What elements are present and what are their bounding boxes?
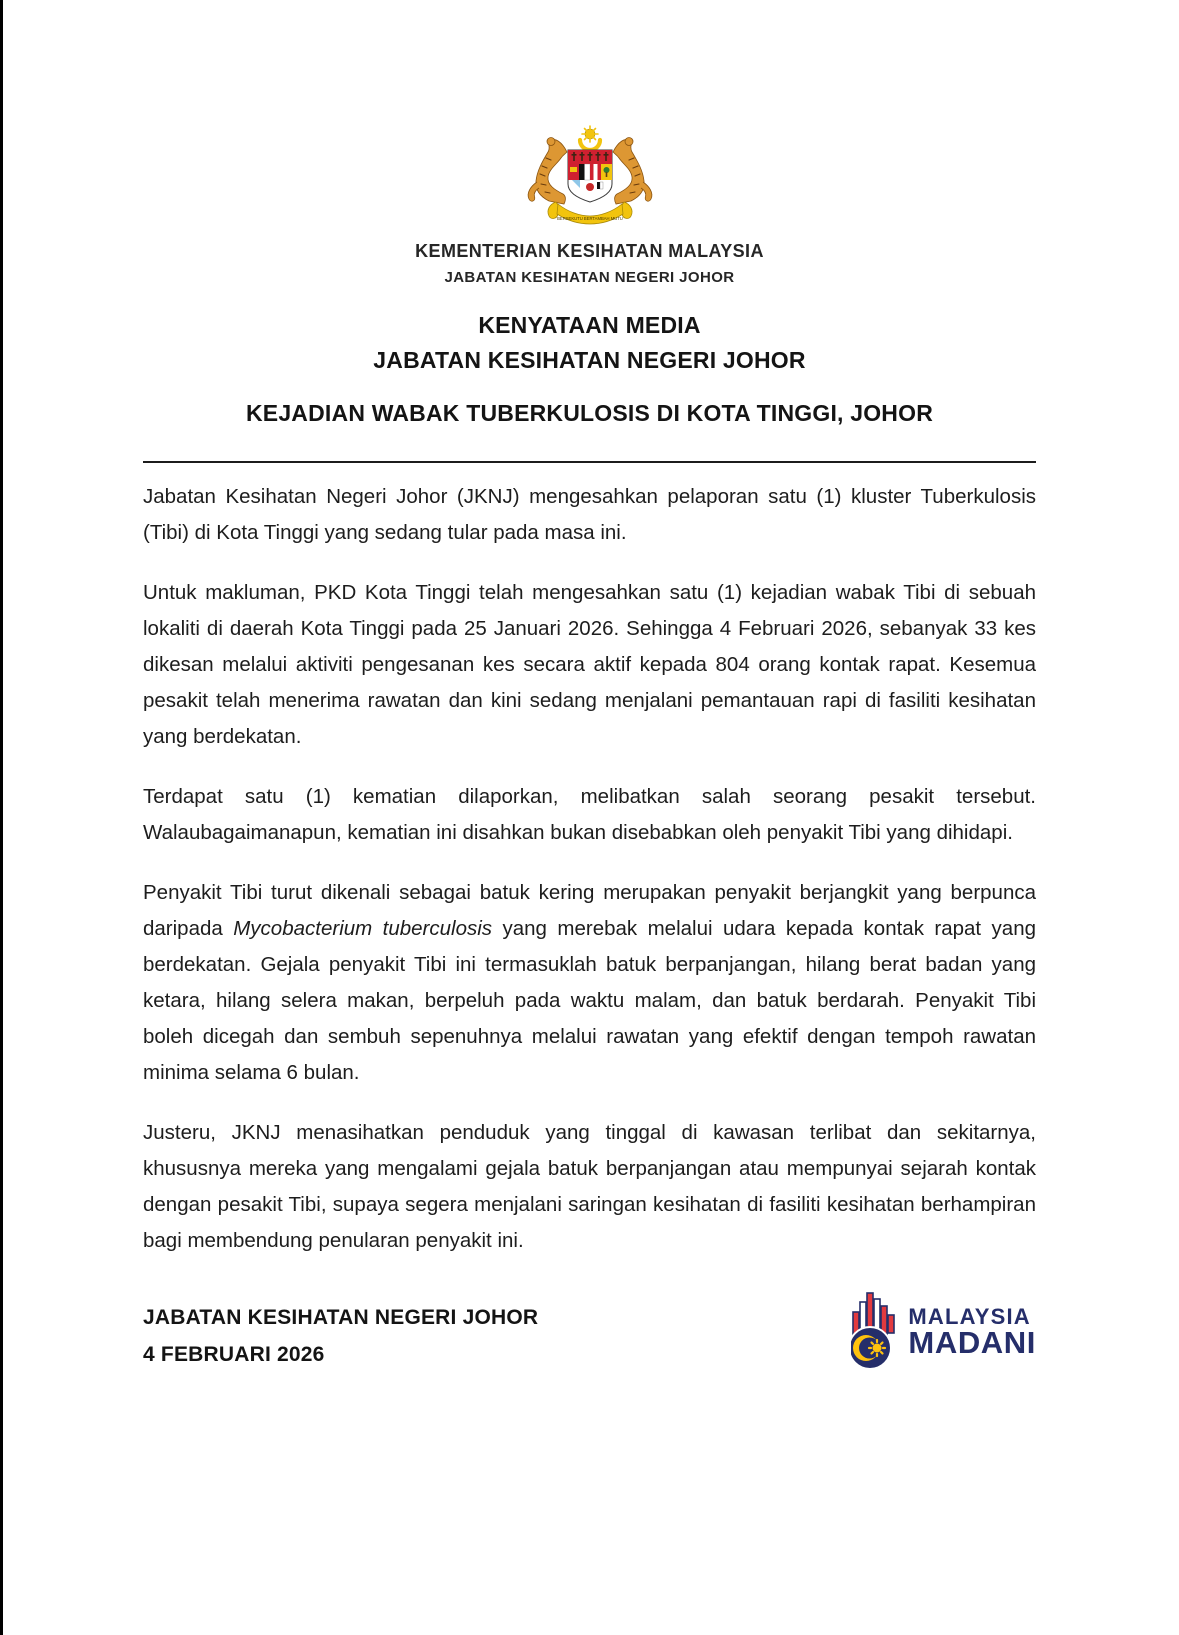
release-date: 4 FEBRUARI 2026: [143, 1343, 325, 1366]
crest-tiger-left-icon: [528, 138, 567, 205]
paragraph-text: yang merebak melalui udara kepada kontak rapat yang berdekatan. Gejala penyakit Tibi ini termasuklah batuk berpanjangan, hilang berat badan yang ketara, hilang selera makan, berpeluh pada waktu malam, dan batuk berdarah. Penyakit Tibi boleh dicegah dan sembuh sepenuhnya melalui rawatan yang efektif dengan tempoh rawatan minima selama 6 bulan.: [143, 917, 1037, 1084]
madani-wordmark-line2: MADANI: [908, 1325, 1036, 1360]
subject-title: KEJADIAN WABAK TUBERKULOSIS DI KOTA TINGGI, JOHOR: [245, 400, 934, 426]
madani-wordmark-line1: MALAYSIA: [908, 1304, 1031, 1329]
malaysia-coat-of-arms-icon: [520, 124, 660, 228]
letterhead: [0, 0, 1179, 286]
media-statement-title: KENYATAAN MEDIA: [478, 312, 701, 338]
paragraph: [143, 1115, 1036, 1259]
paragraph-text: Penyakit Tibi turut dikenali sebagai batuk kering merupakan penyakit berjangkit yang berpunca daripada: [143, 881, 1036, 940]
statement-heading: [0, 308, 1179, 378]
malaysia-madani-logo: [851, 1289, 1036, 1371]
madani-wordmark: [908, 1289, 1036, 1358]
scan-edge-artifact: [0, 0, 3, 1635]
paragraph: [143, 575, 1036, 755]
paragraph-text: Terdapat satu (1) kematian dilaporkan, melibatkan salah seorang pesakit tersebut. Walaubagaimanapun, kematian ini disahkan bukan disebabkan oleh penyakit Tibi yang dihidapi.: [143, 785, 1036, 844]
paragraph-text: Untuk makluman, PKD Kota Tinggi telah mengesahkan satu (1) kejadian wabak Tibi di sebuah lokaliti di daerah Kota Tinggi pada 25 Januari 2026. Sehingga 4 Februari 2026, sebanyak 33 kes dikesan melalui aktiviti pengesanan kes secara aktif kepada 804 orang kontak rapat. Kesemua pesakit telah menerima rawatan dan kini sedang menjalani pemantauan rapi di fasiliti kesihatan yang berdekatan.: [143, 581, 1036, 748]
paragraph: [143, 479, 1036, 551]
paragraph: [143, 779, 1036, 851]
department-name: JABATAN KESIHATAN NEGERI JOHOR: [444, 269, 735, 286]
madani-hand-crescent-icon: [851, 1289, 899, 1371]
horizontal-rule: [143, 461, 1036, 463]
crest-star-icon: [582, 126, 598, 142]
crest-shield-icon: [568, 150, 612, 202]
ministry-name: KEMENTERIAN KESIHATAN MALAYSIA: [415, 241, 764, 261]
paragraph-text: Justeru, JKNJ menasihatkan penduduk yang tinggal di kawasan terlibat dan sekitarnya, khususnya mereka yang mengalami gejala batuk berpanjangan atau mempunyai sejarah kontak dengan pesakit Tibi, supaya segera menjalani saringan kesihatan di fasiliti kesihatan berhampiran bagi membendung penularan penyakit ini.: [143, 1121, 1036, 1252]
signature-block: [143, 1299, 1036, 1373]
paragraph-text: Jabatan Kesihatan Negeri Johor (JKNJ) mengesahkan pelaporan satu (1) kluster Tuberkulosis (Tibi) di Kota Tinggi yang sedang tular pada masa ini.: [143, 485, 1036, 544]
issuer-name: JABATAN KESIHATAN NEGERI JOHOR: [143, 1306, 539, 1329]
paragraph: [143, 875, 1036, 1091]
crest-motto: BERSEKUTU BERTAMBAH MUTU: [556, 216, 623, 221]
issuer-and-date: [143, 1299, 538, 1373]
crest-ribbon-icon: [547, 202, 631, 224]
crest-tiger-right-icon: [613, 138, 652, 205]
media-statement-issuer: JABATAN KESIHATAN NEGERI JOHOR: [373, 347, 806, 373]
italic-species-name: Mycobacterium tuberculosis: [233, 917, 493, 940]
body-text: [143, 479, 1036, 1259]
madani-star-icon: [869, 1340, 885, 1356]
